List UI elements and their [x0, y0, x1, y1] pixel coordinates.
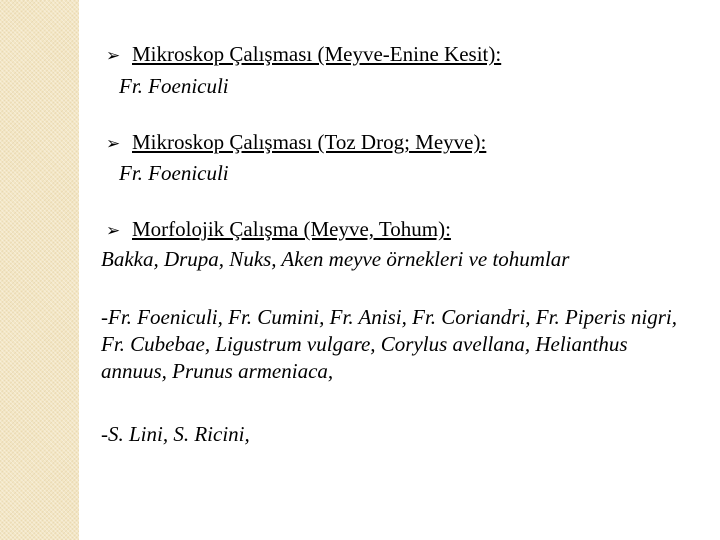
- heading-text: Mikroskop Çalışması (Meyve-Enine Kesit):: [132, 42, 502, 66]
- section-subtext: Bakka, Drupa, Nuks, Aken meyve örnekleri ve tohumlar: [101, 247, 570, 271]
- section-heading-morphology: [106, 217, 451, 243]
- heading-text: Mikroskop Çalışması (Toz Drog; Meyve):: [132, 130, 487, 154]
- arrow-bullet-icon: ➢: [106, 134, 121, 154]
- fruit-specimen-list: -Fr. Foeniculi, Fr. Cumini, Fr. Anisi, Fr. Coriandri, Fr. Piperis nigri, Fr. Cubebae, Ligustrum vulgare, Corylus avellana, Helianthus annuus, Prunus armeniaca,: [101, 305, 677, 383]
- seed-specimen-list: -S. Lini, S. Ricini,: [101, 422, 250, 446]
- section-subtext: Fr. Foeniculi: [119, 74, 229, 98]
- heading-text: Morfolojik Çalışma (Meyve, Tohum):: [132, 217, 451, 241]
- section-subtext: Fr. Foeniculi: [119, 161, 229, 185]
- arrow-bullet-icon: ➢: [106, 221, 121, 241]
- section-heading-microscopy-powder-drug: [106, 130, 486, 156]
- arrow-bullet-icon: ➢: [106, 46, 121, 66]
- section-heading-microscopy-cross-section: [106, 42, 501, 68]
